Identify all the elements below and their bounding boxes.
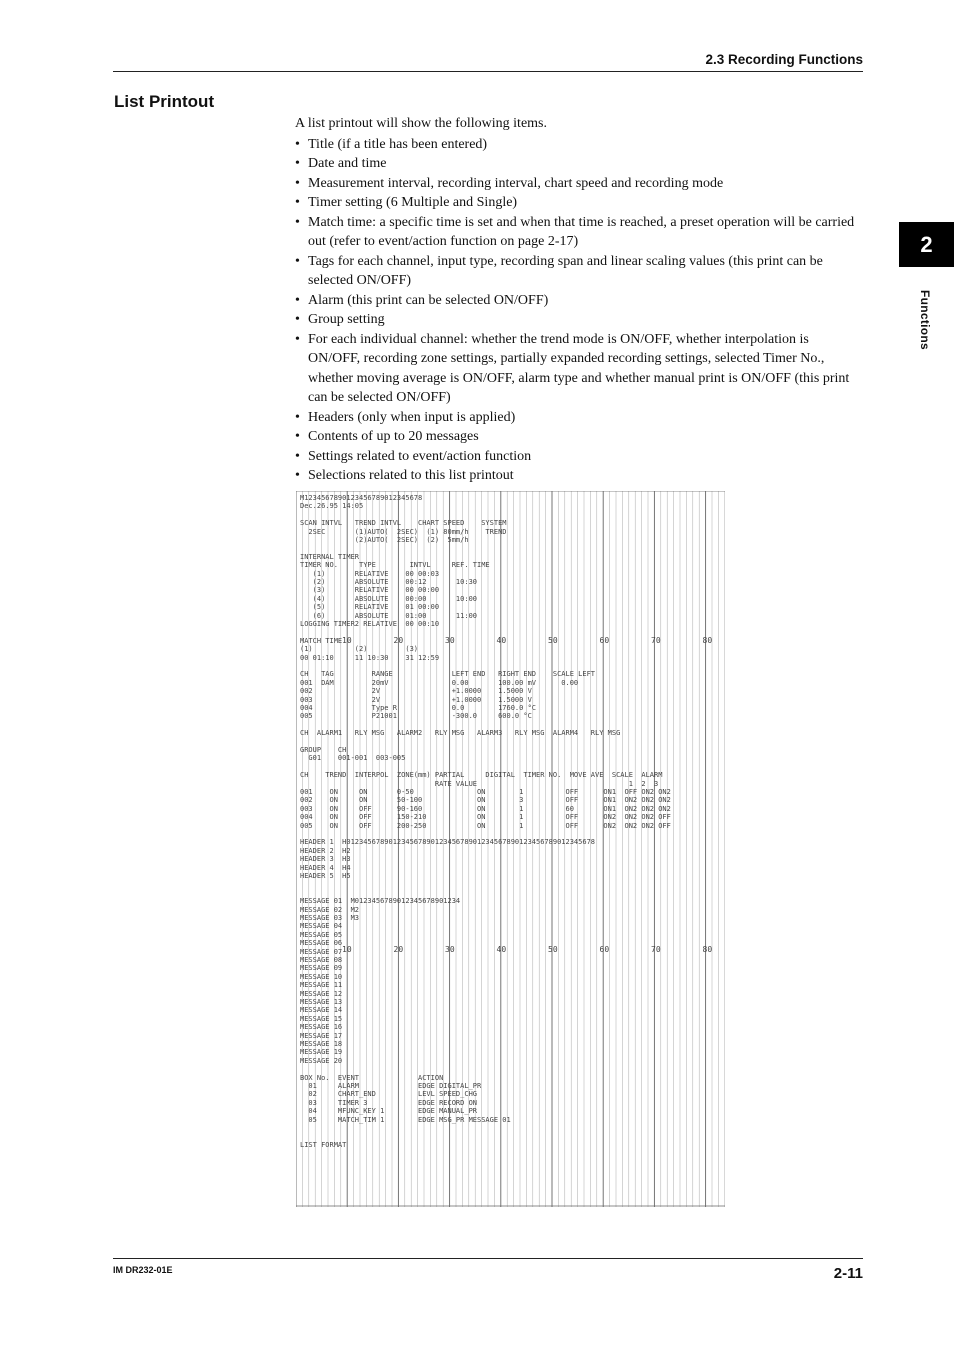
list-item bbox=[295, 330, 863, 408]
scale-label: 50 bbox=[548, 945, 558, 954]
printout-line: (1) RELATIVE 00 00:03 bbox=[300, 569, 440, 578]
printout-line: MESSAGE 15 bbox=[300, 1014, 343, 1023]
printout-line: GROUP CH bbox=[300, 746, 347, 754]
header-rule bbox=[113, 71, 863, 72]
printout-line: MESSAGE 13 bbox=[300, 998, 343, 1006]
printout-line: LIST FORMAT bbox=[300, 1140, 347, 1149]
printout-line: 05 MATCH_TIM 1 EDGE MSG_PR MESSAGE 01 bbox=[300, 1115, 511, 1124]
bullet-glyph: • bbox=[295, 448, 300, 464]
printout-line: 004 ON OFF 150-210 ON 1 OFF ON2 ON2 ON2 OFF bbox=[300, 813, 671, 822]
bullet-glyph: • bbox=[295, 331, 300, 347]
printout-line: 01 ALARM EDGE DIGITAL_PR bbox=[300, 1082, 482, 1090]
printout-line: SCAN INTVL TREND INTVL CHART SPEED SYSTEM bbox=[300, 519, 507, 528]
scale-label: 40 bbox=[496, 636, 507, 645]
printout-line: (3) RELATIVE 00 00:00 bbox=[300, 586, 440, 595]
list-item bbox=[295, 252, 863, 291]
printout-line: HEADER 2 H2 bbox=[300, 846, 351, 855]
scale-label: 20 bbox=[393, 636, 404, 645]
list-item bbox=[295, 408, 863, 428]
printout-line: MESSAGE 12 bbox=[300, 989, 343, 998]
list-item bbox=[295, 310, 863, 330]
printout-line: HEADER 4 H4 bbox=[300, 863, 351, 872]
list-item bbox=[295, 213, 863, 252]
printout-line: 03 TIMER 3 EDGE RECORD ON bbox=[300, 1098, 478, 1107]
bullet-glyph: • bbox=[295, 195, 300, 210]
scale-label: 30 bbox=[445, 945, 455, 954]
chapter-tab: 2 bbox=[899, 222, 954, 267]
scale-label: 30 bbox=[445, 636, 455, 645]
printout-line: MESSAGE 10 bbox=[300, 972, 343, 981]
scale-label: 70 bbox=[651, 945, 661, 954]
printout-line: MESSAGE 14 bbox=[300, 1006, 343, 1015]
printout-line: INTERNAL TIMER bbox=[300, 552, 360, 561]
list-item bbox=[295, 135, 863, 155]
bullet-glyph: • bbox=[295, 468, 300, 483]
list-item bbox=[295, 174, 863, 194]
printout-line: MATCH TIME bbox=[300, 636, 343, 645]
printout-line: MESSAGE 09 bbox=[300, 964, 343, 973]
printout-line: 003 ON OFF 90-160 ON 1 60 ON1 ON2 ON2 ON2 bbox=[300, 804, 671, 813]
printout-line: (2) ABSOLUTE 00:12 10:30 bbox=[300, 578, 478, 586]
printout-line: G01 001-001 003-005 bbox=[300, 754, 406, 763]
chapter-tab-label: Functions bbox=[918, 290, 932, 351]
bullet-glyph: • bbox=[295, 312, 300, 327]
bullet-glyph: • bbox=[295, 429, 300, 444]
printout-line: (1) (2) (3) bbox=[300, 645, 419, 654]
printout-line: 2SEC (1)AUTO( 2SEC) (1) 80mm/h TREND bbox=[300, 527, 507, 536]
printout-line: 003 2V +1.0000 1.5000 V bbox=[300, 695, 532, 704]
bullet-glyph: • bbox=[295, 175, 300, 191]
list-item-text: For each individual channel: whether the trend mode is ON/OFF, whether interpolation is ON/OFF, recording zone settings, partially expanded recording settings, selected Timer No., whether moving average is ON/OFF, alarm type and whether manual print is ON/OFF (this print can be selected ON/OFF) bbox=[308, 331, 850, 405]
list-item-text: Selections related to this list printout bbox=[308, 468, 514, 483]
scale-label: 10 bbox=[342, 945, 352, 954]
printout-line: TIMER NO. TYPE INTVL REF. TIME bbox=[300, 561, 490, 570]
printout-line: MESSAGE 03 M3 bbox=[300, 914, 360, 922]
list-item bbox=[295, 154, 863, 174]
printout-line: HEADER 3 H3 bbox=[300, 855, 351, 864]
printout-line: MESSAGE 07 bbox=[300, 947, 343, 956]
printout-line: MESSAGE 19 bbox=[300, 1048, 343, 1057]
printout-line: (2)AUTO( 2SEC) (2) 5mm/h bbox=[300, 536, 469, 544]
printout-line: MESSAGE 01 M0123456789012345678901234 bbox=[300, 897, 461, 906]
bullet-glyph: • bbox=[295, 409, 300, 425]
scale-label: 80 bbox=[702, 945, 713, 954]
list-item-text: Match time: a specific time is set and when that time is reached, a preset operation will be carried out (refer to event/action function on page 2-17) bbox=[308, 214, 855, 249]
printout-line: (6) ABSOLUTE 01:00 11:00 bbox=[300, 611, 478, 620]
scale-label: 60 bbox=[599, 636, 610, 645]
printout-line: HEADER 5 H5 bbox=[300, 872, 351, 880]
printout-line: Dec.26.95 14:05 bbox=[300, 502, 364, 511]
scale-label: 20 bbox=[393, 945, 404, 954]
printout-line: 005 ON OFF 200-250 ON 1 OFF ON2 ON2 ON2 OFF bbox=[300, 821, 671, 830]
intro-paragraph: A list printout will show the following items. bbox=[295, 116, 547, 131]
list-item-text: Measurement interval, recording interval, chart speed and recording mode bbox=[308, 175, 724, 191]
printout-line: BOX No. EVENT ACTION bbox=[300, 1073, 444, 1082]
section-title: List Printout bbox=[114, 92, 215, 111]
printout-line: MESSAGE 16 bbox=[300, 1023, 343, 1032]
running-header-section: 2.3 Recording Functions bbox=[705, 52, 863, 67]
list-item-text: Settings related to event/action function bbox=[308, 448, 532, 464]
list-item bbox=[295, 466, 863, 486]
item-list bbox=[295, 135, 863, 486]
document-id: IM DR232-01E bbox=[113, 1265, 173, 1275]
printout-line: CH TAG RANGE LEFT END RIGHT END SCALE LEFT bbox=[300, 670, 596, 679]
list-item-text: Alarm (this print can be selected ON/OFF) bbox=[308, 292, 549, 308]
printout-line: MESSAGE 04 bbox=[300, 922, 343, 931]
list-printout-image bbox=[296, 491, 725, 1207]
printout-line: 04 MFUNC_KEY 1 EDGE MANUAL_PR bbox=[300, 1107, 478, 1116]
printout-line: LOGGING TIMER2 RELATIVE 00 00:10 bbox=[300, 620, 440, 628]
printout-line: 002 2V +1.0000 1.5000 V bbox=[300, 687, 532, 696]
printout-line: 004 Type R 0.0 1760.0 °C bbox=[300, 704, 537, 712]
printout-line: MESSAGE 18 bbox=[300, 1040, 343, 1048]
bullet-glyph: • bbox=[295, 292, 300, 308]
bullet-glyph: • bbox=[295, 253, 300, 269]
printout-line: HEADER 1 H01234567890123456789012345678901234567890123456789012345678 bbox=[300, 838, 596, 847]
list-item-text: Headers (only when input is applied) bbox=[308, 409, 516, 425]
printout-line: M1234567890123456789012345678 bbox=[300, 494, 423, 502]
printout-line: 02 CHART_END LEVL SPEED_CHG bbox=[300, 1090, 478, 1099]
bullet-glyph: • bbox=[295, 136, 300, 152]
printout-line: CH TREND INTERPOL ZONE(mm) PARTIAL DIGITAL TIMER NO. MOVE AVE SCALE ALARM bbox=[300, 771, 663, 780]
printout-line: MESSAGE 11 bbox=[300, 981, 343, 990]
footer-rule bbox=[113, 1258, 863, 1259]
printout-line: (5) RELATIVE 01 00:00 bbox=[300, 603, 440, 612]
printout-line: MESSAGE 02 M2 bbox=[300, 905, 360, 914]
list-item bbox=[295, 193, 863, 213]
scale-label: 50 bbox=[548, 636, 558, 645]
bullet-glyph: • bbox=[295, 214, 300, 230]
printout-line: RATE VALUE 1 2 3 bbox=[300, 779, 659, 788]
scale-label: 10 bbox=[342, 636, 352, 645]
printout-line: CH ALARM1 RLY MSG ALARM2 RLY MSG ALARM3 RLY MSG ALARM4 RLY MSG bbox=[300, 729, 621, 738]
printout-line: 005 P21001 -300.0 600.0 °C bbox=[300, 712, 532, 721]
list-item-text: Tags for each channel, input type, recording span and linear scaling values (this print can be selected ON/OFF) bbox=[308, 253, 823, 288]
scale-label: 70 bbox=[651, 636, 661, 645]
printout-line: MESSAGE 05 bbox=[300, 930, 343, 939]
scale-label: 60 bbox=[599, 945, 610, 954]
printout-line: 002 ON ON 50-100 ON 3 OFF ON1 ON2 ON2 ON2 bbox=[300, 796, 671, 805]
printout-line: MESSAGE 20 bbox=[300, 1056, 343, 1065]
list-item bbox=[295, 427, 863, 447]
list-item bbox=[295, 291, 863, 311]
printout-line: 001 DAM 20mV 0.00 100.00 mV 0.00 bbox=[300, 678, 579, 687]
printout-line: MESSAGE 17 bbox=[300, 1031, 343, 1040]
list-item-text: Timer setting (6 Multiple and Single) bbox=[308, 195, 518, 210]
list-item bbox=[295, 447, 863, 467]
printout-line: 00 01:10 11 10:30 31 12:59 bbox=[300, 653, 440, 662]
scale-label: 80 bbox=[702, 636, 713, 645]
scale-label: 40 bbox=[496, 945, 507, 954]
list-item-text: Date and time bbox=[308, 156, 387, 171]
bullet-glyph: • bbox=[295, 156, 300, 171]
list-item-text: Title (if a title has been entered) bbox=[308, 136, 488, 152]
body-text bbox=[295, 114, 863, 486]
printout-line: MESSAGE 08 bbox=[300, 956, 343, 964]
list-item-text: Contents of up to 20 messages bbox=[308, 429, 479, 444]
list-item-text: Group setting bbox=[308, 312, 385, 327]
printout-line: (4) ABSOLUTE 00:00 10:00 bbox=[300, 594, 478, 603]
printout-line: MESSAGE 06 bbox=[300, 939, 343, 948]
printout-line: 001 ON ON 0-50 ON 1 OFF ON1 OFF ON2 ON2 bbox=[300, 788, 671, 796]
page-number: 2-11 bbox=[833, 1265, 863, 1282]
